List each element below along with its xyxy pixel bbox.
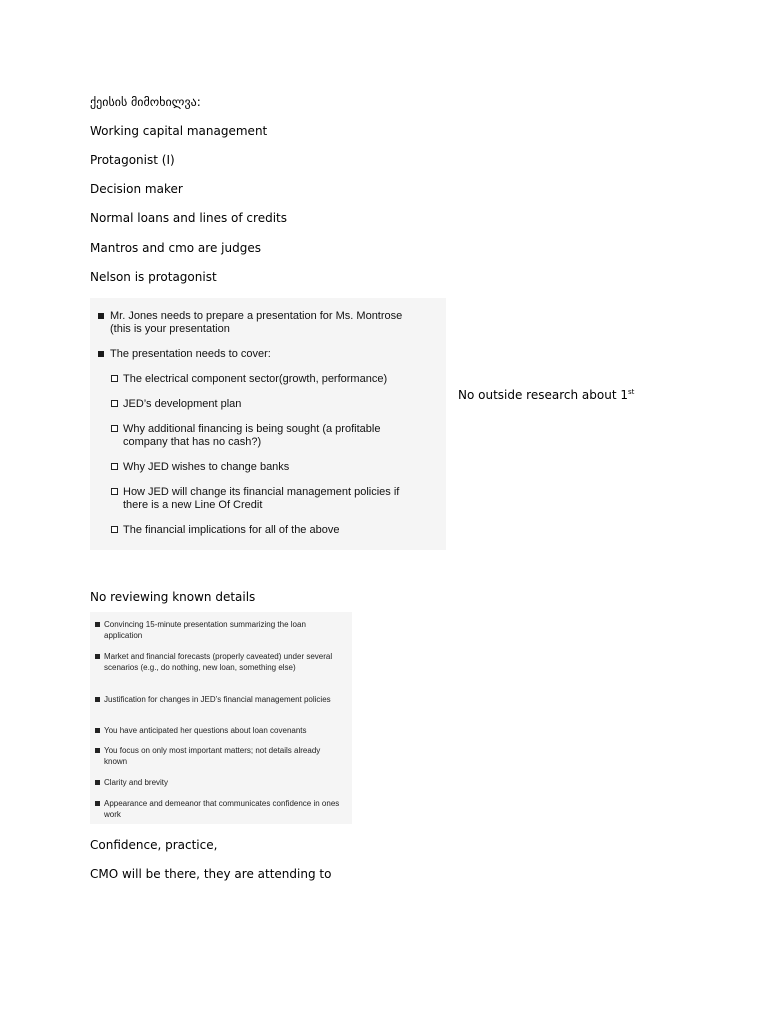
slide-image-presentation-requirements bbox=[90, 298, 446, 550]
checkbox-bullet-icon bbox=[111, 400, 118, 407]
checkbox-bullet-icon bbox=[111, 463, 118, 470]
slide-bullet: Justification for changes in JED’s financial management policies bbox=[93, 694, 343, 705]
square-bullet-icon bbox=[98, 351, 104, 357]
slide-bullet: Appearance and demeanor that communicates confidence in ones work bbox=[93, 798, 343, 820]
slide-subitem: Why JED wishes to change banks bbox=[111, 461, 411, 474]
note-line: No reviewing known details bbox=[90, 590, 256, 604]
note-line: Nelson is protagonist bbox=[90, 270, 217, 284]
note-line: Confidence, practice, bbox=[90, 838, 218, 852]
square-bullet-icon bbox=[95, 622, 100, 627]
slide-bullet: The presentation needs to cover: bbox=[96, 348, 416, 361]
square-bullet-icon bbox=[95, 748, 100, 753]
slide-subitem: The electrical component sector(growth, performance) bbox=[111, 373, 411, 386]
note-line: Working capital management bbox=[90, 124, 268, 138]
note-line: Mantros and cmo are judges bbox=[90, 241, 261, 255]
checkbox-bullet-icon bbox=[111, 488, 118, 495]
side-note: No outside research about 1st bbox=[458, 388, 635, 402]
slide-bullet: You focus on only most important matters; not details already known bbox=[93, 745, 328, 767]
slide-subitem: Why additional financing is being sought (a profitable company that has no cash?) bbox=[111, 423, 381, 449]
heading-case-review: ქეისის მიმოხილვა: bbox=[90, 95, 201, 109]
slide-image-evaluation-criteria bbox=[90, 612, 352, 824]
slide-subitem: JED’s development plan bbox=[111, 398, 411, 411]
note-line: Normal loans and lines of credits bbox=[90, 211, 287, 225]
square-bullet-icon bbox=[95, 780, 100, 785]
square-bullet-icon bbox=[98, 313, 104, 319]
checkbox-bullet-icon bbox=[111, 375, 118, 382]
slide-bullet: Market and financial forecasts (properly caveated) under several scenarios (e.g., do nothing, new loan, something else) bbox=[93, 651, 333, 673]
note-line: CMO will be there, they are attending to bbox=[90, 867, 332, 881]
slide-bullet: Convincing 15-minute presentation summarizing the loan application bbox=[93, 619, 343, 641]
slide-bullet: Mr. Jones needs to prepare a presentation for Ms. Montrose (this is your presentation bbox=[96, 310, 416, 336]
slide-subitem: How JED will change its financial management policies if there is a new Line Of Credit bbox=[111, 486, 411, 512]
square-bullet-icon bbox=[95, 697, 100, 702]
square-bullet-icon bbox=[95, 728, 100, 733]
square-bullet-icon bbox=[95, 801, 100, 806]
square-bullet-icon bbox=[95, 654, 100, 659]
slide-subitem: The financial implications for all of the above bbox=[111, 524, 411, 537]
slide-bullet: You have anticipated her questions about loan covenants bbox=[93, 725, 348, 736]
checkbox-bullet-icon bbox=[111, 526, 118, 533]
note-line: Decision maker bbox=[90, 182, 183, 196]
note-line: Protagonist (I) bbox=[90, 153, 175, 167]
checkbox-bullet-icon bbox=[111, 425, 118, 432]
slide-bullet: Clarity and brevity bbox=[93, 777, 343, 788]
